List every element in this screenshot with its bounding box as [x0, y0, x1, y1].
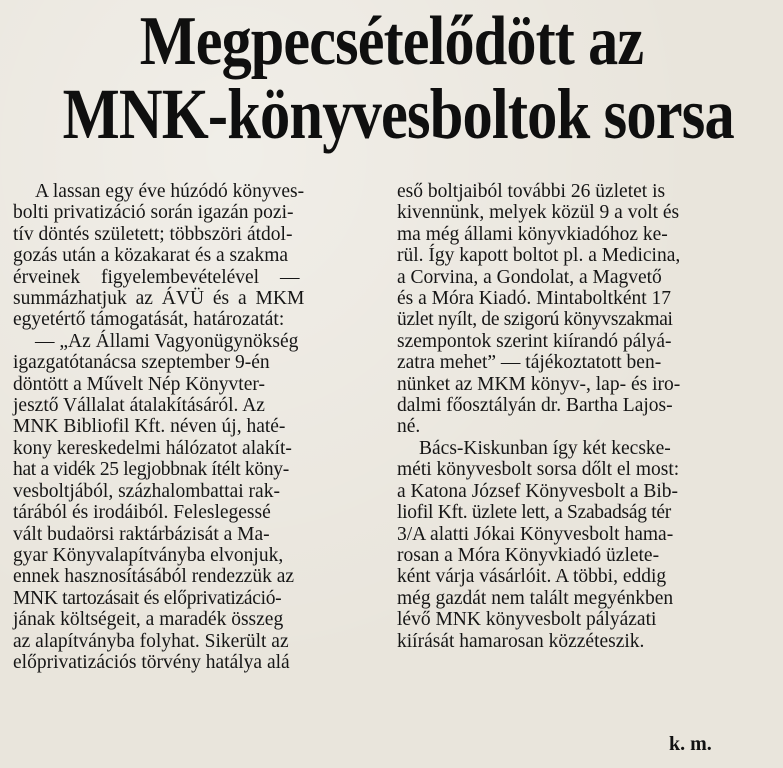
text-line: gyar Könyvalapítványba elvonjuk,: [13, 544, 284, 566]
paragraph-quote: [13, 331, 373, 674]
headline: [0, 3, 783, 154]
text-line: bolti privatizáció során igazán pozi-: [13, 202, 294, 224]
text-line: az alapítványba folyhat. Sikerült az: [13, 630, 289, 652]
text-line: ennek hasznosításából rendezzük az: [13, 566, 294, 588]
text-line: igazgatótanácsa szeptember 9-én: [13, 352, 270, 374]
text-line: summázhatjuk az ÁVÜ és a MKM: [13, 288, 305, 310]
text-line: gozás után a közakarat és a szakma: [13, 245, 289, 267]
text-line: kivennünk, melyek közül 9 a volt és: [397, 202, 680, 224]
text-line: MNK tartozásait és előprivatizáció-: [13, 587, 282, 609]
article-column-left: [13, 181, 373, 673]
paragraph-local-news: [397, 438, 769, 652]
headline-line-1: Megpecsételődött az: [139, 3, 644, 80]
text-line: és a Móra Kiadó. Mintaboltként 17: [397, 288, 672, 310]
text-line: Bács-Kiskunban így két kecske-: [419, 437, 671, 459]
text-line: A lassan egy éve húzódó könyves-: [35, 181, 305, 202]
text-line: szempontok szerint kiírandó pályá-: [397, 330, 672, 352]
text-line: lévő MNK könyvesbolt pályázati: [397, 609, 657, 631]
text-line: 3/A alatti Jókai Könyvesbolt hama-: [397, 523, 674, 545]
text-line: zatra mehet” — tájékoztatott ben-: [397, 352, 662, 374]
text-line: méti könyvesbolt sorsa dőlt el most:: [397, 459, 680, 481]
text-line: tív döntés született; többszöri átdol-: [13, 223, 293, 245]
text-line: hat a vidék 25 legjobbnak ítélt köny-: [13, 459, 289, 481]
text-line: tárából és irodáiból. Feleslegessé: [13, 502, 271, 524]
text-line: MNK Bibliofil Kft. néven új, haté-: [13, 416, 286, 438]
paragraph-quote-continued: [397, 181, 769, 438]
text-line: döntött a Művelt Nép Könyvter-: [13, 373, 265, 395]
text-line: ként várja vásárlóit. A többi, eddig: [397, 566, 667, 588]
text-line: rosan a Móra Könyvkiadó üzlete-: [397, 544, 660, 566]
text-line: ma még állami könyvkiadóhoz ke-: [397, 223, 668, 245]
text-line: egyetértő támogatását, határozatát:: [13, 309, 285, 331]
text-line: jesztő Vállalat átalakításáról. Az: [13, 395, 265, 417]
text-line: eső boltjaiból további 26 üzletet is: [397, 181, 666, 202]
text-line: liofil Kft. üzlete lett, a Szabadság tér: [397, 502, 671, 524]
author-signature: k. m.: [669, 733, 712, 755]
text-line: dalmi főosztályán dr. Bartha Lajos-: [397, 395, 673, 417]
text-line: — „Az Állami Vagyonügynökség: [35, 330, 299, 352]
paragraph-intro: [13, 181, 373, 331]
text-line: rül. Így kapott boltot pl. a Medicina,: [397, 245, 681, 267]
text-line: még gazdát nem talált megyénkben: [397, 587, 674, 609]
text-line: kiírását hamarosan közzéteszik.: [397, 630, 645, 652]
text-line: vált budaörsi raktárbázisát a Ma-: [13, 523, 270, 545]
text-line: né.: [397, 416, 421, 438]
article-column-right: [397, 181, 769, 652]
text-line: a Corvina, a Gondolat, a Magvető: [397, 266, 662, 288]
text-line: előprivatizációs törvény hatálya alá: [13, 651, 290, 673]
text-line: kony kereskedelmi hálózatot alakít-: [13, 437, 292, 459]
text-line: vesboltjából, százhalombattai rak-: [13, 480, 280, 502]
text-line: érveinek figyelembevételével —: [13, 266, 300, 288]
text-line: a Katona József Könyvesbolt a Bib-: [397, 480, 679, 502]
headline-line-2: MNK-könyvesboltok sorsa: [62, 74, 734, 154]
text-line: jának költségeit, a maradék összeg: [13, 609, 284, 631]
text-line: nünket az MKM könyv-, lap- és iro-: [397, 373, 681, 395]
text-line: üzlet nyílt, de szigorú könyvszakmai: [397, 309, 673, 331]
